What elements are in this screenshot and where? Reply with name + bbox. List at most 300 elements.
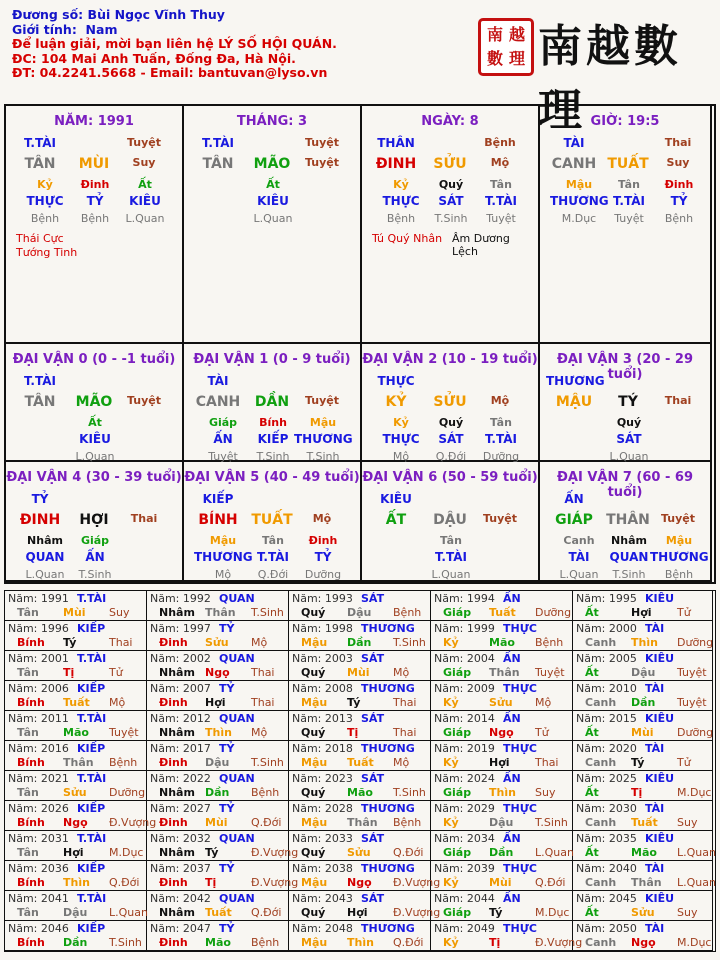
year-stem: Canh	[585, 636, 617, 649]
year-stage: Tử	[677, 756, 691, 769]
year-stem: Giáp	[443, 666, 472, 679]
year-label: Năm: 2005	[576, 652, 637, 665]
year-cell	[289, 621, 431, 651]
life-stage: Mộ	[490, 394, 510, 407]
year-branch: Ngọ	[489, 726, 514, 739]
year-label: Năm: 2007	[150, 682, 211, 695]
year-stage: Thai	[393, 696, 417, 709]
year-label: Năm: 2013	[292, 712, 353, 725]
year-cell	[431, 861, 573, 891]
year-god: THỰC	[503, 922, 537, 935]
year-stage: Thai	[535, 756, 559, 769]
year-stem: Canh	[585, 876, 617, 889]
earthly-branch: THÂN	[606, 512, 650, 528]
year-god: QUAN	[219, 652, 255, 665]
year-cell	[5, 831, 147, 861]
year-stage: Q.Đới	[109, 876, 140, 889]
year-stem: Mậu	[301, 876, 328, 889]
year-label: Năm: 2036	[8, 862, 69, 875]
hidden-god: TÀI	[568, 550, 590, 564]
ten-god: TÀI	[207, 374, 229, 388]
year-stem: Đinh	[159, 816, 188, 829]
cell-title: NGÀY: 8	[421, 114, 479, 129]
year-stem: Nhâm	[159, 666, 195, 679]
heavenly-stem: ĐINH	[375, 156, 417, 172]
year-stem: Nhâm	[159, 786, 195, 799]
year-label: Năm: 2000	[576, 622, 637, 635]
year-stem: Kỷ	[443, 696, 459, 709]
year-god: KIÊU	[645, 772, 675, 785]
year-stem: Kỷ	[443, 756, 459, 769]
year-stem: Quý	[301, 906, 326, 919]
year-branch: Ngọ	[205, 666, 230, 679]
hidden-god: TỶ	[670, 194, 688, 208]
ten-god: T.TÀI	[24, 136, 56, 150]
year-label: Năm: 2040	[576, 862, 637, 875]
year-stage: Mộ	[393, 756, 410, 769]
year-cell	[147, 921, 289, 951]
hidden-god: THƯƠNG	[550, 194, 609, 208]
heavenly-stem: CANH	[551, 156, 597, 172]
year-stem: Đinh	[159, 696, 188, 709]
year-branch: Hợi	[205, 696, 226, 709]
hidden-stem-col	[650, 532, 708, 583]
life-stage: Tuyệt	[304, 156, 339, 169]
year-cell	[147, 591, 289, 621]
year-cell	[573, 831, 716, 861]
year-stage: Đ.Vượng	[251, 846, 299, 859]
year-label: Năm: 2019	[434, 742, 495, 755]
year-stage: Tuyệt	[109, 726, 139, 739]
dai-van-cell-5	[184, 462, 362, 582]
hidden-stage: Dưỡng	[482, 450, 520, 463]
year-god: KIÊU	[645, 832, 675, 845]
year-branch: Mão	[631, 846, 657, 859]
year-god: TÀI	[645, 862, 665, 875]
year-branch: Tuất	[489, 606, 516, 619]
year-stage: Thai	[251, 666, 275, 679]
year-label: Năm: 1992	[150, 592, 211, 605]
year-god: QUAN	[219, 712, 255, 725]
year-label: Năm: 2032	[150, 832, 211, 845]
cell-title: ĐẠI VẬN 2 (10 - 19 tuổi)	[362, 352, 538, 367]
year-god: THƯƠNG	[361, 802, 415, 815]
year-branch: Tý	[489, 906, 503, 919]
hidden-stage: T.Sinh	[612, 568, 646, 581]
life-stage: Tuyệt	[482, 512, 517, 525]
hidden-stage: Tuyệt	[486, 212, 516, 225]
year-stage: Suy	[109, 606, 130, 619]
year-stage: Mộ	[535, 696, 552, 709]
year-label: Năm: 2001	[8, 652, 69, 665]
hidden-god: SÁT	[438, 194, 464, 208]
year-god: THƯƠNG	[361, 742, 415, 755]
year-cell	[147, 861, 299, 891]
hidden-stem: Đinh	[308, 534, 338, 547]
year-stage: Thai	[109, 636, 133, 649]
year-branch: Sửu	[347, 846, 371, 859]
year-cell	[147, 681, 289, 711]
year-branch: Dần	[489, 846, 514, 859]
hidden-stage: Bệnh	[386, 212, 416, 225]
hidden-stem-col	[294, 532, 352, 583]
hidden-god: KIÊU	[79, 432, 111, 446]
year-stem: Nhâm	[159, 906, 195, 919]
year-god: ẤN	[503, 592, 521, 605]
hidden-stage: Q.Đới	[257, 568, 289, 581]
heavenly-stem: KỶ	[385, 394, 407, 410]
year-stage: Dưỡng	[677, 636, 714, 649]
heavenly-stem: ĐINH	[19, 512, 61, 528]
year-god: KIẾP	[77, 862, 106, 875]
hidden-stage: L.Quan	[253, 212, 293, 225]
year-god: THỰC	[503, 742, 537, 755]
year-stem: Ất	[585, 846, 599, 859]
note: Thái Cực	[16, 232, 64, 245]
year-god: T.TÀI	[77, 832, 107, 845]
hidden-stem-col	[472, 414, 530, 465]
hidden-stem-col	[116, 176, 174, 227]
year-stage: T.Sinh	[393, 786, 426, 799]
hidden-stem: Mậu	[565, 178, 593, 191]
year-branch: Hợi	[63, 846, 84, 859]
year-stage: Mộ	[251, 726, 268, 739]
year-cell	[289, 591, 431, 621]
dai-van-cell-6	[362, 462, 540, 582]
year-label: Năm: 2011	[8, 712, 69, 725]
year-label: Năm: 2042	[150, 892, 211, 905]
year-branch: Mão	[489, 636, 515, 649]
year-god: T.TÀI	[77, 892, 107, 905]
year-stage: M.Dục	[109, 846, 144, 859]
year-label: Năm: 2012	[150, 712, 211, 725]
year-label: Năm: 1998	[292, 622, 353, 635]
year-branch: Thìn	[347, 936, 374, 949]
life-stage: Mộ	[312, 512, 332, 525]
year-cell	[147, 891, 289, 921]
year-branch: Tuất	[205, 906, 232, 919]
year-cell	[431, 831, 573, 861]
earthly-branch: MÃO	[253, 156, 291, 172]
year-stage: Mộ	[251, 636, 268, 649]
year-god: T.TÀI	[77, 592, 107, 605]
year-label: Năm: 1991	[8, 592, 69, 605]
header-info	[12, 8, 337, 81]
contact-line-3: ĐT: 04.2241.5668 - Email: bantuvan@lyso.vn	[12, 65, 328, 80]
year-label: Năm: 2035	[576, 832, 637, 845]
year-god: QUAN	[219, 832, 255, 845]
hidden-stage: L.Quan	[559, 568, 599, 581]
hidden-god: T.TÀI	[613, 194, 645, 208]
year-branch: Mùi	[631, 726, 654, 739]
year-cell	[573, 891, 713, 921]
year-label: Năm: 2039	[434, 862, 495, 875]
year-god: ẤN	[503, 652, 521, 665]
ten-god: T.TÀI	[24, 374, 56, 388]
earthly-branch: TUẤT	[251, 512, 293, 528]
year-stem: Quý	[301, 726, 326, 739]
year-cell	[431, 711, 573, 741]
year-cell	[573, 921, 713, 951]
year-god: THỰC	[503, 622, 537, 635]
life-stage: Tuyệt	[304, 394, 339, 407]
year-stage: Q.Đới	[393, 936, 424, 949]
life-stage: Tuyệt	[660, 512, 695, 525]
year-stem: Tân	[17, 906, 39, 919]
year-stage: Tử	[677, 606, 691, 619]
year-label: Năm: 2004	[434, 652, 495, 665]
year-branch: Dậu	[631, 666, 656, 679]
year-branch: Tuất	[347, 756, 374, 769]
hidden-god: KIÊU	[129, 194, 161, 208]
year-label: Năm: 2023	[292, 772, 353, 785]
yearly-table	[4, 590, 716, 952]
hidden-god: THỰC	[382, 432, 420, 446]
life-stage: Suy	[666, 156, 690, 169]
year-cell	[431, 801, 573, 831]
earthly-branch: DẬU	[433, 512, 467, 528]
year-stem: Mậu	[301, 936, 328, 949]
brand-calligraphy: 南越數理	[538, 21, 682, 136]
year-branch: Ngọ	[631, 936, 656, 949]
year-stem: Kỷ	[443, 876, 459, 889]
cell-title: ĐẠI VẬN 4 (30 - 39 tuổi)	[6, 470, 182, 485]
year-label: Năm: 2021	[8, 772, 69, 785]
year-stem: Giáp	[443, 786, 472, 799]
year-stage: M.Dục	[677, 786, 712, 799]
year-branch: Dậu	[489, 816, 514, 829]
hidden-god: TỶ	[314, 550, 332, 564]
year-cell	[289, 681, 431, 711]
year-label: Năm: 2006	[8, 682, 69, 695]
dai-van-cell-3	[540, 344, 712, 462]
hidden-god: ẤN	[85, 550, 105, 564]
year-stage: Suy	[677, 816, 698, 829]
year-stem: Kỷ	[443, 816, 459, 829]
year-label: Năm: 2025	[576, 772, 637, 785]
year-cell	[573, 861, 716, 891]
year-branch: Tý	[63, 636, 77, 649]
heavenly-stem: TÂN	[202, 156, 234, 172]
year-stage: Tuyệt	[677, 666, 707, 679]
year-stage: Đ.Vượng	[393, 906, 441, 919]
year-stem: Bính	[17, 756, 45, 769]
year-label: Năm: 2015	[576, 712, 637, 725]
status: Bệnh	[484, 136, 516, 149]
year-branch: Dậu	[63, 906, 88, 919]
year-cell	[573, 591, 713, 621]
cell-title: NĂM: 1991	[54, 114, 134, 129]
year-cell	[5, 801, 157, 831]
year-cell	[431, 771, 573, 801]
year-stem: Canh	[585, 816, 617, 829]
year-branch: Thìn	[205, 726, 232, 739]
year-stage: Suy	[535, 786, 556, 799]
year-god: QUAN	[219, 892, 255, 905]
year-cell	[147, 741, 289, 771]
year-god: THƯƠNG	[361, 682, 415, 695]
year-branch: Dần	[347, 636, 372, 649]
year-branch: Dần	[63, 936, 88, 949]
year-cell	[289, 771, 431, 801]
year-stem: Ất	[585, 786, 599, 799]
year-stage: T.Sinh	[535, 816, 568, 829]
status: Thai	[664, 136, 692, 149]
year-stage: L.Quan	[535, 846, 574, 859]
year-god: THƯƠNG	[361, 622, 415, 635]
year-branch: Tị	[631, 786, 643, 799]
year-branch: Hợi	[489, 756, 510, 769]
year-cell	[5, 741, 147, 771]
year-label: Năm: 2029	[434, 802, 495, 815]
year-cell	[431, 681, 573, 711]
year-god: TỶ	[219, 862, 235, 875]
year-stem: Nhâm	[159, 606, 195, 619]
hidden-stage: T.Sinh	[306, 450, 340, 463]
life-stage: Tuyệt	[126, 394, 161, 407]
year-label: Năm: 2050	[576, 922, 637, 935]
year-cell	[431, 891, 573, 921]
year-stem: Kỷ	[443, 936, 459, 949]
note: Tú Quý Nhân	[372, 232, 443, 245]
year-stage: Thai	[251, 696, 275, 709]
cell-title: THÁNG: 3	[236, 114, 308, 129]
year-cell	[573, 621, 713, 651]
year-stem: Ất	[585, 726, 599, 739]
year-stage: Tuyệt	[677, 696, 707, 709]
year-god: KIẾP	[77, 682, 106, 695]
hidden-stem: Kỷ	[37, 178, 53, 191]
year-god: TÀI	[645, 682, 665, 695]
year-branch: Dần	[205, 786, 230, 799]
hidden-stem-col	[600, 414, 658, 465]
year-cell	[431, 921, 583, 951]
year-label: Năm: 2022	[150, 772, 211, 785]
year-label: Năm: 1993	[292, 592, 353, 605]
year-label: Năm: 2027	[150, 802, 211, 815]
cell-title: GIỜ: 19:5	[590, 114, 660, 129]
hidden-stage: Bệnh	[664, 212, 694, 225]
dai-van-cell-7	[540, 462, 712, 582]
year-cell	[573, 651, 713, 681]
year-god: QUAN	[219, 772, 255, 785]
year-stem: Tân	[17, 726, 39, 739]
year-branch: Mùi	[205, 816, 228, 829]
year-cell	[5, 891, 147, 921]
year-cell	[573, 711, 713, 741]
year-stem: Đinh	[159, 936, 188, 949]
year-stage: Đ.Vượng	[535, 936, 583, 949]
year-god: TỶ	[219, 622, 235, 635]
year-branch: Tị	[489, 936, 501, 949]
year-stage: T.Sinh	[109, 936, 142, 949]
year-stem: Ất	[585, 666, 599, 679]
status: Tuyệt	[126, 136, 161, 149]
year-branch: Mão	[205, 936, 231, 949]
year-god: KIẾP	[77, 922, 106, 935]
hidden-stem-col	[294, 414, 352, 465]
hidden-stage: T.Sinh	[256, 450, 290, 463]
year-stem: Đinh	[159, 756, 188, 769]
year-stem: Đinh	[159, 876, 188, 889]
hidden-stem: Mậu	[665, 534, 693, 547]
year-stage: Mộ	[109, 696, 126, 709]
year-god: SÁT	[361, 652, 385, 665]
hidden-stage: Mộ	[392, 450, 410, 463]
cell-title: ĐẠI VẬN 6 (50 - 59 tuổi)	[362, 470, 538, 485]
year-cell	[431, 741, 573, 771]
year-god: TÀI	[645, 622, 665, 635]
year-stem: Canh	[585, 696, 617, 709]
year-cell	[5, 651, 147, 681]
year-stage: L.Quan	[109, 906, 148, 919]
name-label: Đương số:	[12, 7, 84, 22]
hidden-stage: Tuyệt	[208, 450, 238, 463]
year-god: KIÊU	[645, 652, 675, 665]
year-cell	[5, 711, 147, 741]
year-label: Năm: 2045	[576, 892, 637, 905]
hidden-stem: Ất	[138, 178, 152, 191]
year-stem: Bính	[17, 876, 45, 889]
hidden-stem: Kỷ	[393, 178, 409, 191]
year-label: Năm: 2047	[150, 922, 211, 935]
hidden-stem: Nhâm	[27, 534, 63, 547]
year-god: ẤN	[503, 772, 521, 785]
year-god: TÀI	[645, 742, 665, 755]
year-stem: Quý	[301, 606, 326, 619]
year-stem: Tân	[17, 846, 39, 859]
cell-title: ĐẠI VẬN 5 (40 - 49 tuổi)	[184, 470, 360, 485]
year-label: Năm: 1997	[150, 622, 211, 635]
year-label: Năm: 2034	[434, 832, 495, 845]
hidden-stem: Nhâm	[611, 534, 647, 547]
heavenly-stem: CANH	[195, 394, 241, 410]
year-branch: Mão	[63, 726, 89, 739]
year-god: THỰC	[503, 682, 537, 695]
hidden-stem: Tân	[490, 416, 512, 429]
year-cell	[5, 591, 147, 621]
ten-god: ẤN	[564, 492, 584, 506]
year-stem: Quý	[301, 846, 326, 859]
year-stage: T.Sinh	[251, 606, 284, 619]
year-branch: Mão	[347, 786, 373, 799]
hidden-god: THỰC	[382, 194, 420, 208]
pillar-cell-1	[184, 106, 362, 344]
year-label: Năm: 2043	[292, 892, 353, 905]
year-god: ẤN	[503, 712, 521, 725]
year-stage: M.Dục	[677, 936, 712, 949]
year-god: T.TÀI	[77, 772, 107, 785]
year-branch: Hợi	[631, 606, 652, 619]
pillar-cell-0	[6, 106, 184, 344]
year-stage: Q.Đới	[251, 906, 282, 919]
hidden-stem: Ất	[266, 178, 280, 191]
year-god: KIẾP	[77, 622, 106, 635]
year-stem: Giáp	[443, 606, 472, 619]
year-label: Năm: 2018	[292, 742, 353, 755]
year-branch: Sửu	[63, 786, 87, 799]
year-label: Năm: 2002	[150, 652, 211, 665]
year-branch: Thân	[347, 816, 378, 829]
year-cell	[431, 651, 573, 681]
year-label: Năm: 2046	[8, 922, 69, 935]
hidden-god: TỶ	[86, 194, 104, 208]
heavenly-stem: TÂN	[24, 156, 56, 172]
hidden-god: THƯƠNG	[294, 432, 353, 446]
year-stage: Suy	[677, 906, 698, 919]
year-stem: Mậu	[301, 636, 328, 649]
year-stem: Kỷ	[443, 636, 459, 649]
